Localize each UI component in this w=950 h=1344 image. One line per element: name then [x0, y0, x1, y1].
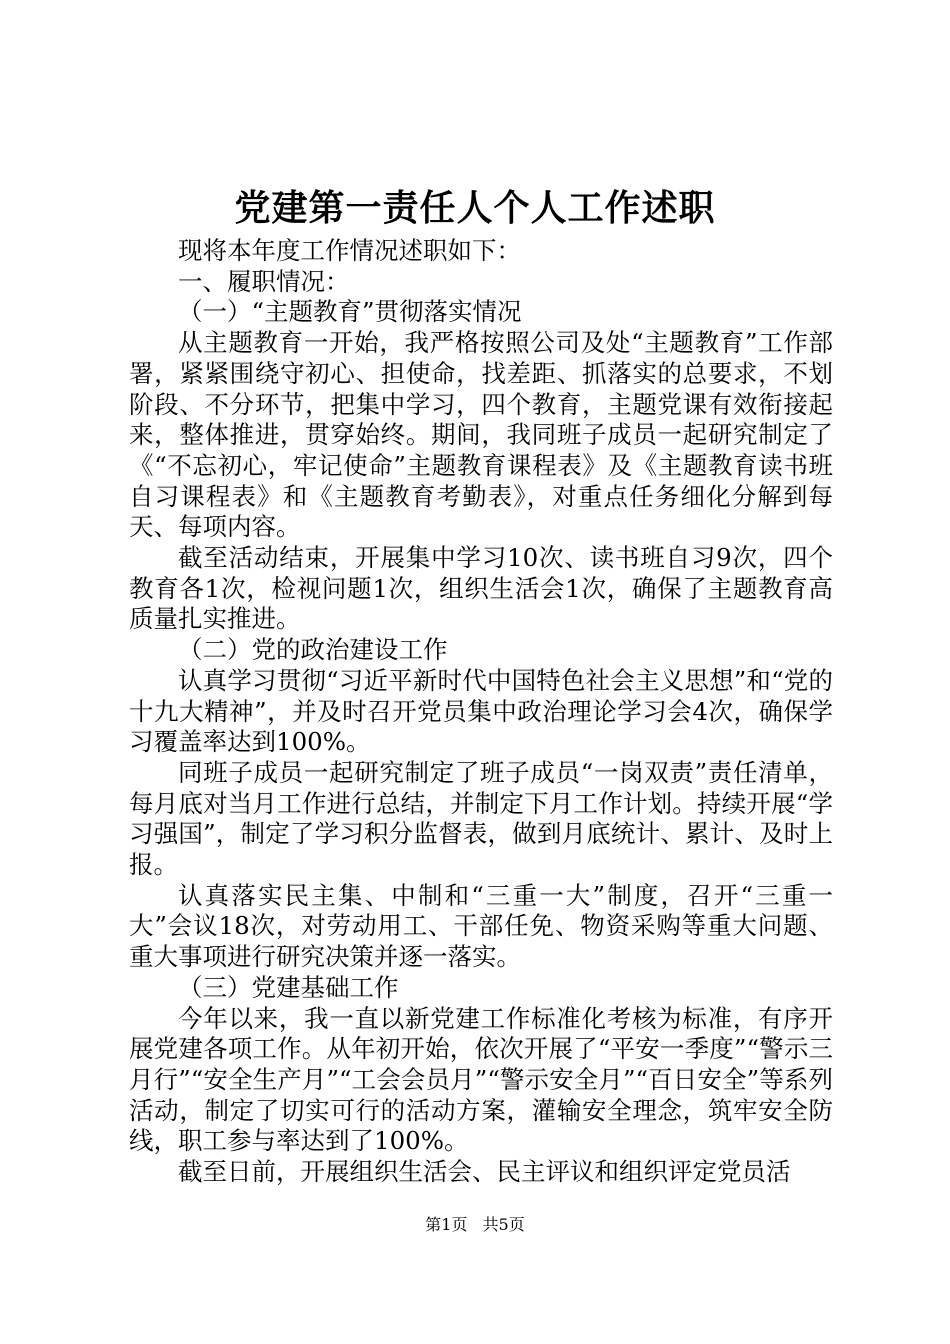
- paragraph: 现将本年度工作情况述职如下：: [178, 236, 521, 265]
- paragraph: 从主题教育一开始，我严格按照公司及处“主题教育”工作部署，紧紧围绕守初心、担使命，找差距、抓落实的总要求，不划阶段、不分环节，把集中学习，四个教育，主题党课有效衔接起来，整体推进，贯穿始终。期间，我同班子成员一起研究制定了《“不忘初心，牢记使命”主题教育课程表》及《主题教育读书班自习课程表》和《主题教育考勤表》，对重点任务细化分解到每天、每项内容。: [129, 328, 833, 542]
- paragraph: 认真学习贯彻“习近平新时代中国特色社会主义思想”和“党的十九大精神”，并及时召开党员集中政治理论学习会4次，确保学习覆盖率达到100%。: [129, 665, 833, 757]
- paragraph: 截至日前，开展组织生活会、民主评议和组织评定党员活: [178, 1157, 791, 1187]
- subsection-heading: （一）“主题教育”贯彻落实情况: [178, 297, 522, 327]
- subsection-heading: （二）党的政治建设工作: [178, 635, 448, 665]
- paragraph: 同班子成员一起研究制定了班子成员“一岗双责”责任清单，每月底对当月工作进行总结，并制定下月工作计划。持续开展“学习强国”，制定了学习积分监督表，做到月底统计、累计、及时上报。: [129, 757, 833, 880]
- document-body: [129, 236, 833, 1188]
- paragraph: 认真落实民主集、中制和“三重一大”制度，召开“三重一大”会议18次，对劳动用工、干部任免、物资采购等重大问题、重大事项进行研究决策并逐一落实。: [129, 880, 833, 972]
- page-total: 共5页: [482, 1215, 525, 1234]
- page-footer: [0, 1214, 950, 1236]
- document-title: 党建第一责任人个人工作述职: [234, 187, 716, 229]
- subsection-heading: （三）党建基础工作: [178, 972, 399, 1002]
- page-number: 第1页: [425, 1215, 468, 1234]
- paragraph: 截至活动结束，开展集中学习10次、读书班自习9次，四个教育各1次，检视问题1次，组织生活会1次，确保了主题教育高质量扎实推进。: [129, 543, 833, 634]
- section-heading: 一、履职情况：: [178, 266, 350, 296]
- paragraph: 今年以来，我一直以新党建工作标准化考核为标准，有序开展党建各项工作。从年初开始，依次开展了“平安一季度”“警示三月行”“安全生产月”“工会会员月”“警示安全月”“百日安全”等系列活动，制定了切实可行的活动方案，灌输安全理念，筑牢安全防线，职工参与率达到了100%。: [129, 1003, 833, 1156]
